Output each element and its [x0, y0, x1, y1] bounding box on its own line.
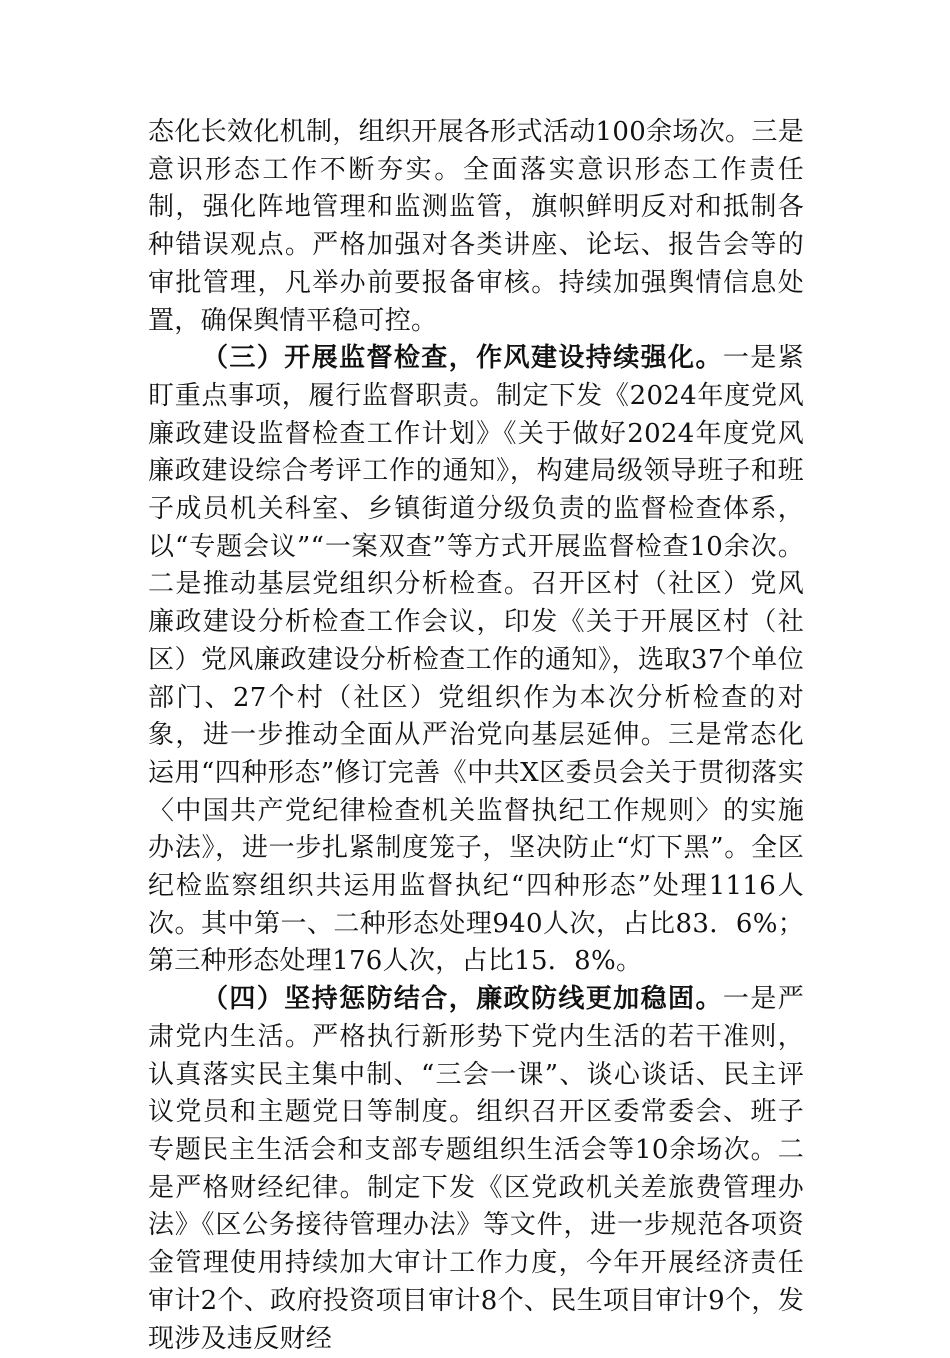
- paragraph-section-four: [148, 981, 804, 1358]
- paragraph-text: 一是严肃党内生活。严格执行新形势下党内生活的若干准则，认真落实民主集中制、“三会一课”、谈心谈话、民主评议党员和主题党日等制度。组织召开区委常委会、班子专题民主生活会和支部专题组织生活会等10余场次。二是严格财经纪律。制定下发《区党政机关差旅费管理办法》《区公务接待管理办法》等文件，进一步规范各项资金管理使用持续加大审计工作力度，今年开展经济责任审计2个、政府投资项目审计8个、民生项目审计9个，发现涉及违反财经: [148, 984, 805, 1354]
- paragraph-section-three: [148, 340, 804, 981]
- paragraph-text: 一是紧盯重点事项，履行监督职责。制定下发《2024年度党风廉政建设监督检查工作计划》《关于做好2024年度党风廉政建设综合考评工作的通知》，构建局级领导班子和班子成员机关科室、乡镇街道分级负责的监督检查体系，以“专题会议”“一案双查”等方式开展监督检查10余次。二是推动基层党组织分析检查。召开区村（社区）党风廉政建设分析检查工作会议，印发《关于开展区村（社区）党风廉政建设分析检查工作的通知》，选取37个单位部门、27个村（社区）党组织作为本次分析检查的对象，进一步推动全面从严治党向基层延伸。三是常态化运用“四种形态”修订完善《中共X区委员会关于贯彻落实〈中国共产党纪律检查机关监督执纪工作规则〉的实施办法》，进一步扎紧制度笼子，坚决防止“灯下黑”。全区纪检监察组织共运用监督执纪“四种形态”处理1116人次。其中第一、二种形态处理940人次，占比83．6%；第三种形态处理176人次，占比15．8%。: [148, 343, 805, 977]
- paragraph-continuation: [148, 114, 804, 340]
- section-heading: （四）坚持惩防结合，廉政防线更加稳固。: [202, 984, 723, 1015]
- document-body: [148, 114, 804, 1358]
- paragraph-text: 态化长效化机制，组织开展各形式活动100余场次。三是意识形态工作不断夯实。全面落实意识形态工作责任制，强化阵地管理和监测监管，旗帜鲜明反对和抵制各种错误观点。严格加强对各类讲座、论坛、报告会等的审批管理，凡举办前要报备审核。持续加强舆情信息处置，确保舆情平稳可控。: [148, 117, 804, 336]
- section-heading: （三）开展监督检查，作风建设持续强化。: [202, 343, 723, 374]
